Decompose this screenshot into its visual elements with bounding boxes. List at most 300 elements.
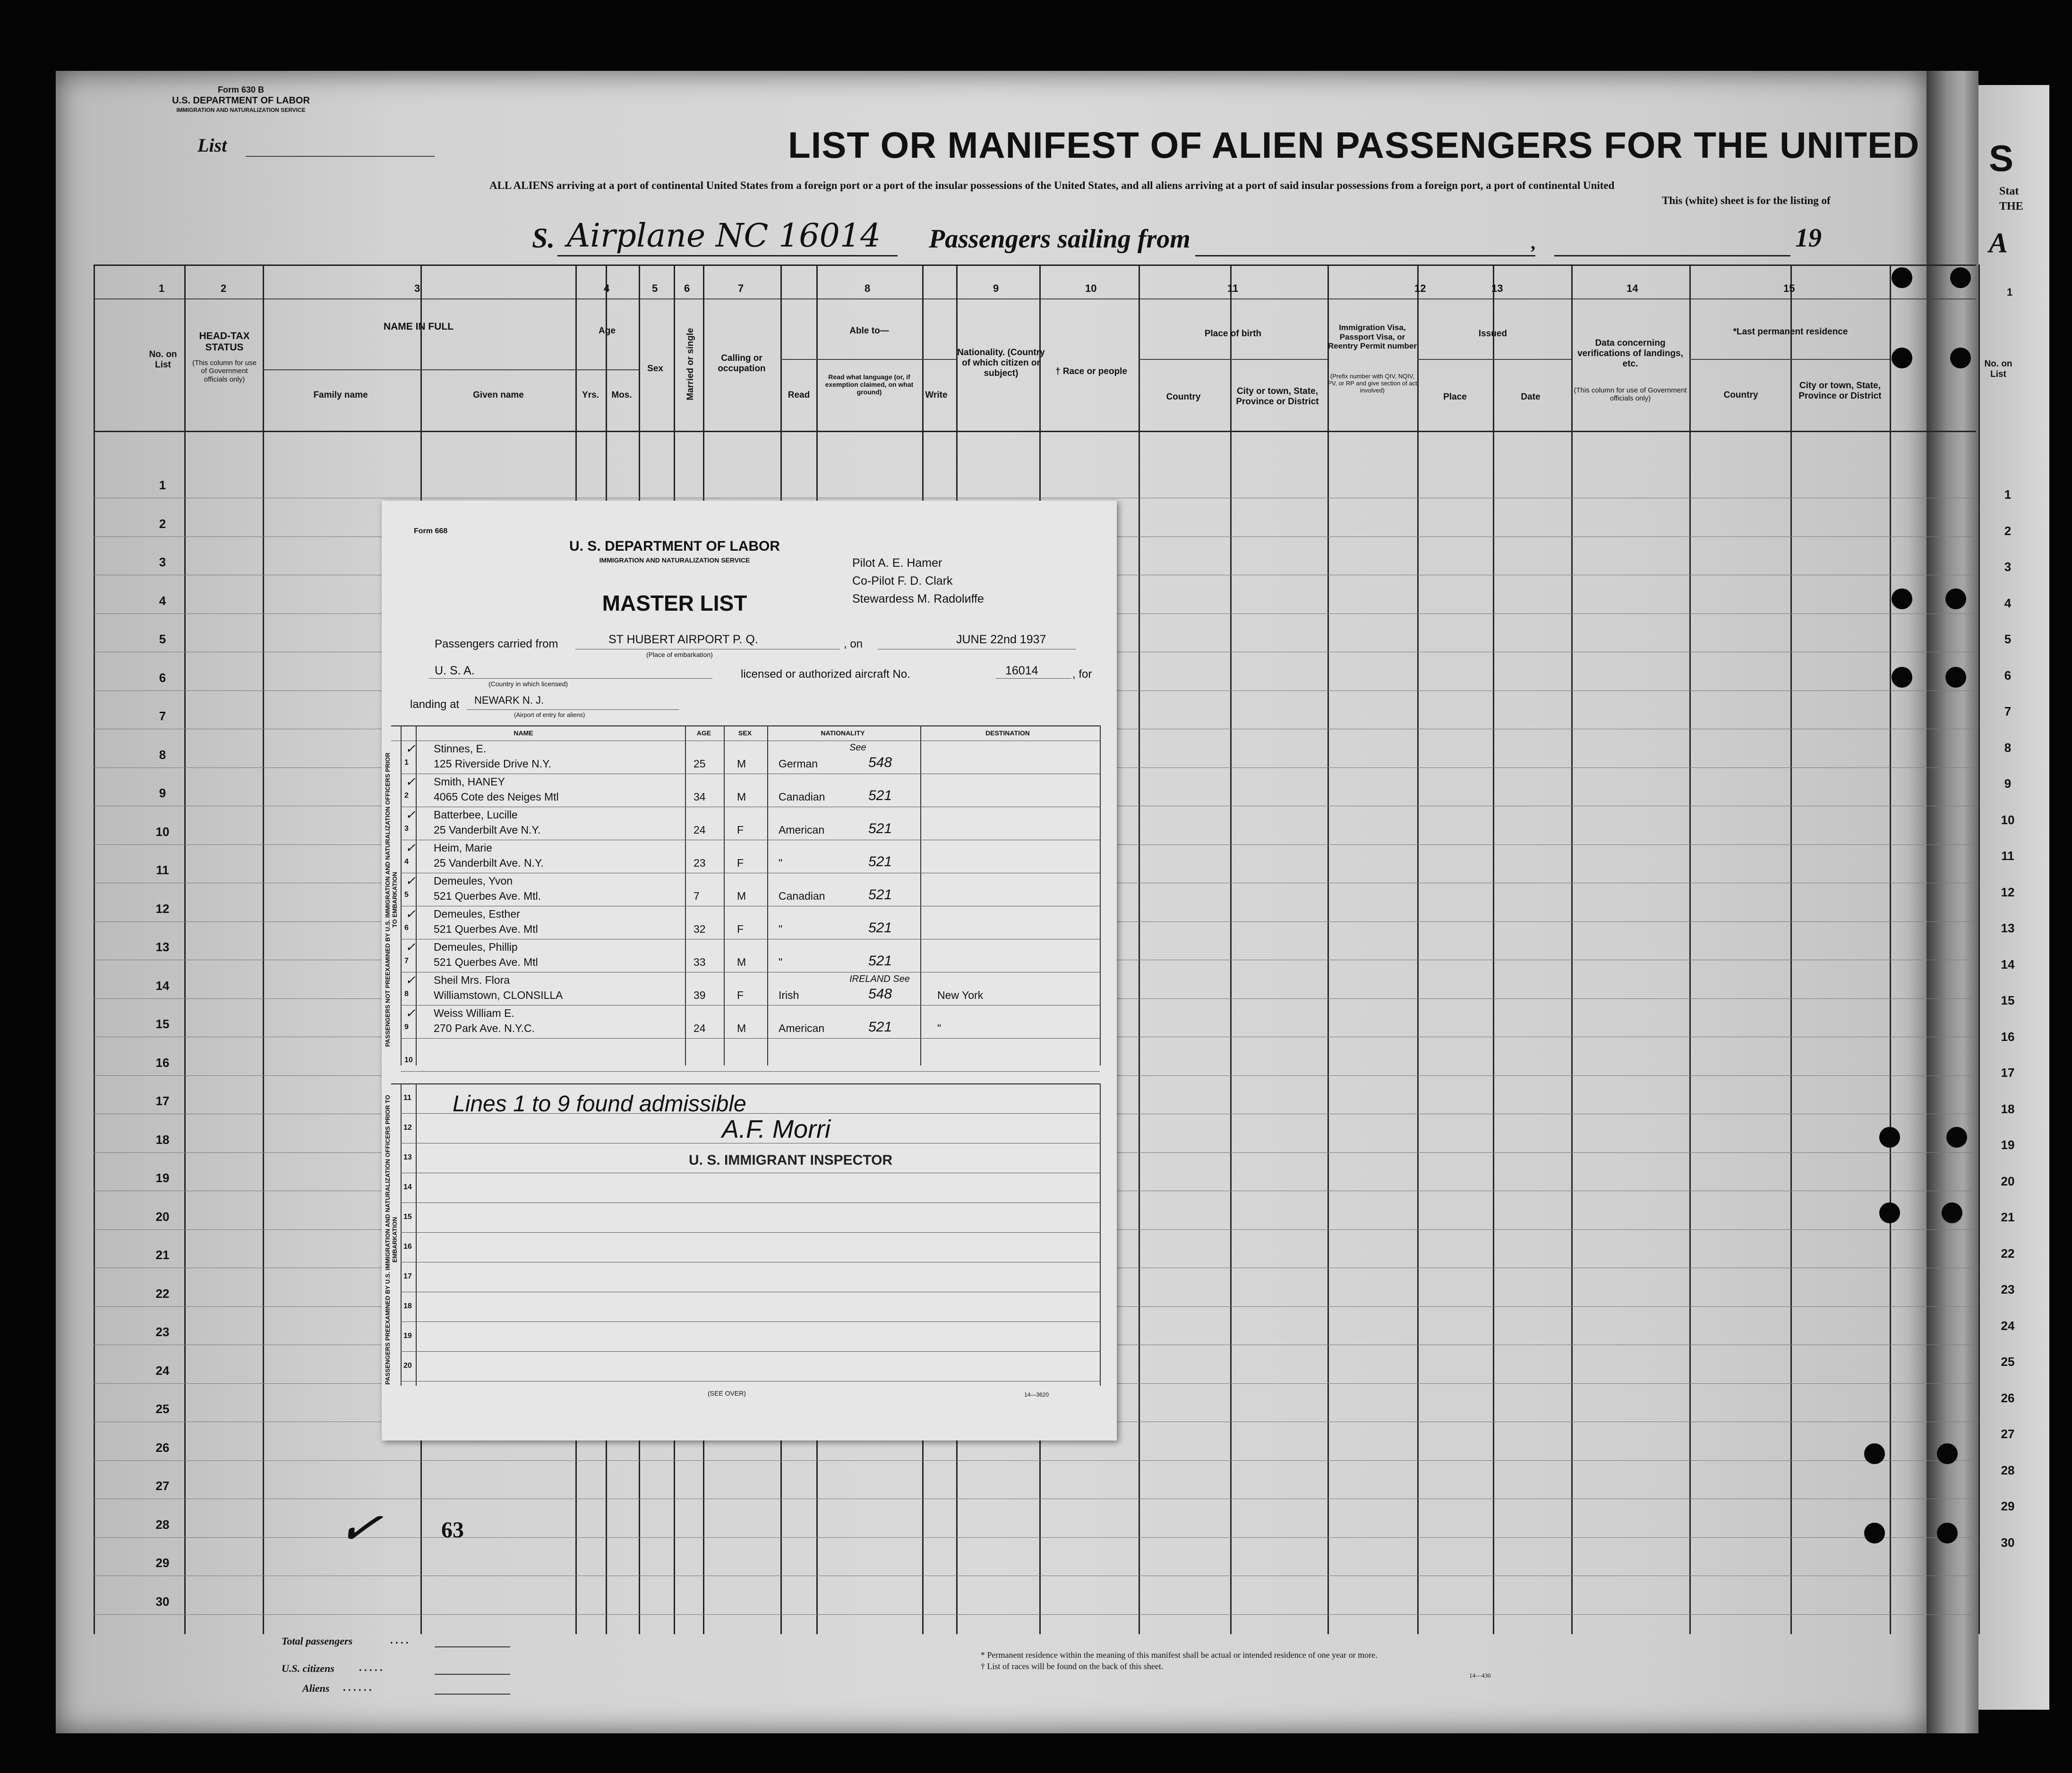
ml-on-label: , on <box>844 638 863 650</box>
ml-column-divider <box>920 725 921 1066</box>
ml-signature: A.F. Morri <box>722 1115 831 1143</box>
ml-row-number: 8 <box>404 990 409 998</box>
ml-column-divider <box>1100 725 1101 1066</box>
ml-hdr-name: NAME <box>514 729 533 737</box>
ml-passenger-name: Stinnes, E. <box>434 742 487 755</box>
ml-passenger-code: 521 <box>868 1019 892 1035</box>
hdr-place-of-birth: Place of birth <box>1204 329 1262 339</box>
ml-passenger-code: 521 <box>868 854 892 869</box>
ml-passenger-name: Demeules, Esther <box>434 908 520 920</box>
hdr-verification: Data concerning verifications of landings, etc. <box>1577 338 1683 369</box>
punch-hole <box>1942 1202 1962 1223</box>
service-label: IMMIGRATION AND NATURALIZATION SERVICE <box>176 107 306 113</box>
column-divider <box>94 264 95 1634</box>
ml-passenger-sex: M <box>737 791 746 803</box>
department-label: U.S. DEPARTMENT OF LABOR <box>172 95 310 106</box>
ml-row-number: 5 <box>404 891 409 899</box>
ml-passenger-nationality: American <box>779 824 825 836</box>
row-number: 24 <box>155 1363 170 1378</box>
row-number: 20 <box>155 1209 170 1224</box>
ml-department: U. S. DEPARTMENT OF LABOR <box>569 538 780 554</box>
ml-passenger-address: 125 Riverside Drive N.Y. <box>434 758 551 770</box>
row-number: 19 <box>155 1171 170 1185</box>
ml-hdr-destination: DESTINATION <box>985 729 1030 737</box>
total-passengers-label: Total passengers <box>282 1635 353 1647</box>
right-row-number: 25 <box>2001 1355 2015 1369</box>
punch-hole <box>1946 1127 1967 1148</box>
ml-passenger-sex: M <box>737 758 746 770</box>
ml-passenger-code: 548 <box>868 755 892 770</box>
ml-check-mark: ✓ <box>405 775 416 789</box>
punch-hole <box>1879 1202 1900 1223</box>
hdr-mos: Mos. <box>611 390 632 400</box>
ml-passenger-name: Weiss William E. <box>434 1007 514 1019</box>
right-row-number: 13 <box>2001 921 2015 935</box>
hdr-yrs: Yrs. <box>582 390 599 400</box>
right-row-number: 27 <box>2001 1427 2015 1441</box>
right-row-number: 24 <box>2001 1318 2015 1333</box>
ml-passenger-nationality: " <box>779 857 783 869</box>
ml-passenger-destination: " <box>937 1022 942 1034</box>
hdr-nationality: Nationality. (Country of which citizen or subject) <box>957 348 1045 378</box>
ml-column-divider <box>685 725 686 1066</box>
row-number: 4 <box>159 593 166 608</box>
ml-form-number: Form 668 <box>414 527 448 535</box>
right-row-number: 2 <box>2004 523 2012 538</box>
right-row-number: 29 <box>2001 1499 2015 1513</box>
ml-passenger-address: 25 Vanderbilt Ave N.Y. <box>434 824 541 836</box>
right-row-number: 15 <box>2001 993 2015 1007</box>
ml-passenger-code: 521 <box>868 953 892 969</box>
ml-lower-row-line <box>401 1202 1100 1203</box>
ml-passenger-sex: M <box>737 956 746 968</box>
column-number-14: 14 <box>1627 282 1638 294</box>
ml-passenger-age: 23 <box>694 857 706 869</box>
column-divider <box>1978 264 1980 1634</box>
ml-hdr-sex: SEX <box>738 729 752 737</box>
subheader-line <box>263 369 575 370</box>
punch-hole <box>1937 1443 1958 1464</box>
row-number: 16 <box>155 1055 170 1070</box>
right-sub2: THE <box>1999 200 2023 213</box>
ml-lower-row-number: 12 <box>403 1124 412 1132</box>
row-number: 13 <box>155 940 170 954</box>
row-number: 2 <box>159 516 166 531</box>
page-fold <box>1926 71 1978 1733</box>
list-label: List <box>197 135 227 156</box>
punch-hole <box>1892 348 1912 368</box>
column-number-8: 8 <box>865 282 871 294</box>
right-hdr-no-on-list: No. on List <box>1984 359 2012 379</box>
subheader-line <box>575 369 639 370</box>
ml-check-mark: ✓ <box>405 907 416 921</box>
header-bottom <box>94 431 1976 432</box>
subheader-line <box>1689 359 1890 360</box>
ml-check-mark: ✓ <box>405 841 416 855</box>
hdr-issued-place: Place <box>1443 392 1467 402</box>
ml-lower-row-number: 17 <box>403 1272 412 1280</box>
ml-row-number: 1 <box>404 759 409 767</box>
column-number-6: 6 <box>684 282 690 294</box>
hdr-given-name: Given name <box>473 390 524 400</box>
hdr-res-country: Country <box>1723 390 1758 400</box>
right-row-number: 20 <box>2001 1174 2015 1188</box>
ml-lower-row-number: 11 <box>403 1094 411 1102</box>
hdr-issued: Issued <box>1478 329 1507 339</box>
ml-passenger-address: 270 Park Ave. N.Y.C. <box>434 1022 535 1034</box>
ml-passenger-code: 521 <box>868 821 892 836</box>
row-number: 27 <box>155 1479 170 1493</box>
right-row-number: 12 <box>2001 885 2015 899</box>
ml-lower-row-number: 18 <box>403 1302 412 1310</box>
row-number: 29 <box>155 1556 170 1570</box>
column-number-3: 3 <box>414 282 420 294</box>
ml-column-divider <box>401 725 402 1066</box>
hdr-race: † Race or people <box>1055 367 1128 376</box>
row-number: 23 <box>155 1325 170 1339</box>
hdr-issued-date: Date <box>1521 392 1541 402</box>
row-number: 18 <box>155 1132 170 1147</box>
ml-lower-divider <box>416 1083 417 1386</box>
right-row-number: 17 <box>2001 1066 2015 1080</box>
hdr-last-residence: *Last permanent residence <box>1733 327 1848 337</box>
right-row-number: 19 <box>2001 1138 2015 1152</box>
ml-passenger-destination: New York <box>937 989 984 1001</box>
subheader-line <box>780 359 956 360</box>
row-number: 26 <box>155 1440 170 1455</box>
punch-hole <box>1945 667 1966 688</box>
column-divider <box>1417 264 1419 1634</box>
right-row-number: 10 <box>2001 812 2015 827</box>
ml-passenger-nationality: Irish <box>779 989 799 1001</box>
column-number-10: 10 <box>1085 282 1097 294</box>
ml-column-divider <box>767 725 768 1066</box>
right-row-number: 30 <box>2001 1535 2015 1550</box>
punch-hole <box>1864 1523 1885 1543</box>
subheader-line <box>1139 359 1327 360</box>
ml-row-line <box>401 1005 1100 1006</box>
ml-passenger-nationality: American <box>779 1022 825 1034</box>
ml-check-mark: ✓ <box>405 973 416 987</box>
ml-row-number: 3 <box>404 825 409 833</box>
column-divider <box>1230 264 1232 1634</box>
column-divider <box>1571 264 1573 1634</box>
list-line <box>246 156 435 157</box>
table-row <box>94 1460 1976 1461</box>
ml-row-number: 2 <box>404 792 409 800</box>
ml-passenger-name: Demeules, Phillip <box>434 941 518 953</box>
row-number: 30 <box>155 1594 170 1609</box>
ml-passenger-address: 25 Vanderbilt Ave. N.Y. <box>434 857 544 869</box>
right-title-fragment: S <box>1989 137 2014 179</box>
ml-lower-row-number: 20 <box>403 1362 412 1370</box>
right-row-number: 3 <box>2004 560 2012 574</box>
right-row-number: 14 <box>2001 957 2015 972</box>
column-number-1: 1 <box>159 282 165 294</box>
master-list-card <box>382 501 1117 1441</box>
ml-date: JUNE 22nd 1937 <box>956 633 1046 646</box>
ml-row-number: 4 <box>404 858 409 866</box>
right-row-number: 7 <box>2004 704 2012 718</box>
ml-row-line <box>401 1038 1100 1039</box>
ml-passenger-address: 521 Querbes Ave. Mtl. <box>434 890 541 902</box>
ml-side-label-top: PASSENGERS NOT PREEXAMINED BY U.S. IMMIGRATION AND NATURALIZATION OFFICERS PRIOR TO EMBARKATION <box>384 752 398 1047</box>
footnote-code: 14—430 <box>1469 1672 1491 1679</box>
row-number: 9 <box>159 786 166 800</box>
right-row-number: 1 <box>2004 487 2012 502</box>
hdr-birth-country: Country <box>1166 392 1201 402</box>
ml-country-caption: (Country in which licensed) <box>488 680 568 688</box>
row-number: 25 <box>155 1402 170 1416</box>
column-number-12: 12 <box>1414 282 1426 294</box>
hdr-verification-note: (This column for use of Government officials only) <box>1574 386 1687 403</box>
ml-lower-row-number: 19 <box>403 1332 412 1340</box>
manifest-subtitle-2: This (white) sheet is for the listing of <box>1662 195 1831 206</box>
ml-country: U. S. A. <box>435 664 475 677</box>
ml-passenger-code: 521 <box>868 920 892 936</box>
column-number-2: 2 <box>221 282 227 294</box>
vessel-line <box>557 255 898 256</box>
ml-check-mark: ✓ <box>405 874 416 888</box>
row-number: 21 <box>155 1248 170 1262</box>
row-number: 10 <box>155 824 170 839</box>
hdr-calling: Calling or occupation <box>718 353 766 374</box>
row-number: 15 <box>155 1017 170 1031</box>
sailing-from-line <box>1195 255 1535 256</box>
row-number: 6 <box>159 670 166 685</box>
ml-service: IMMIGRATION AND NATURALIZATION SERVICE <box>599 556 750 564</box>
ml-handwritten-note: Lines 1 to 9 found admissible <box>453 1091 746 1117</box>
ml-passenger-nationality: Canadian <box>779 890 825 902</box>
colnum-line <box>94 298 1976 299</box>
vessel-name-handwritten: Airplane NC 16014 <box>567 217 881 255</box>
ml-lower-row-number: 16 <box>403 1243 412 1251</box>
ml-row-number: 10 <box>404 1056 413 1064</box>
ml-lower-row-number: 14 <box>403 1183 412 1191</box>
ml-passenger-note: IRELAND See <box>849 974 910 984</box>
ml-passenger-address: 521 Querbes Ave. Mtl <box>434 923 538 935</box>
ml-lower-divider <box>401 1083 402 1386</box>
ml-title: MASTER LIST <box>602 591 747 615</box>
punch-hole <box>1950 267 1971 288</box>
ml-passenger-age: 25 <box>694 758 706 770</box>
ml-lower-row-number: 15 <box>403 1213 412 1221</box>
manifest-title: LIST OR MANIFEST OF ALIEN PASSENGERS FOR THE UNITED <box>788 124 1920 166</box>
hdr-head-tax: HEAD-TAX STATUS <box>199 331 250 353</box>
ml-passenger-age: 34 <box>694 791 706 803</box>
column-divider <box>1790 264 1792 1634</box>
right-row-number: 8 <box>2004 740 2012 755</box>
ml-passenger-name: Heim, Marie <box>434 842 492 854</box>
row-number: 7 <box>159 709 166 723</box>
column-number-11: 11 <box>1227 282 1239 294</box>
ml-side-label-bottom: PASSENGERS PREEXAMINED BY U.S. IMMIGRATION AND NATURALIZATION OFFICERS PRIOR TO EMBARKATION <box>384 1095 398 1385</box>
ml-passenger-nationality: German <box>779 758 818 770</box>
column-number-7: 7 <box>738 282 744 294</box>
punch-hole <box>1950 348 1971 368</box>
right-row-number: 26 <box>2001 1390 2015 1405</box>
ml-carried-from-caption: (Place of embarkation) <box>646 651 713 658</box>
subheader-line <box>1417 359 1571 360</box>
hdr-read-language: Read what language (or, if exemption claimed, on what ground) <box>825 373 914 396</box>
ml-landing-label: landing at <box>410 698 460 711</box>
ml-check-mark: ✓ <box>405 742 416 756</box>
column-number-4: 4 <box>604 282 610 294</box>
punch-hole <box>1879 1127 1900 1148</box>
hdr-read: Read <box>788 390 810 400</box>
column-number-9: 9 <box>993 282 999 294</box>
ml-lower-row-number: 13 <box>403 1153 412 1161</box>
ml-aircraft-label: licensed or authorized aircraft No. <box>741 668 910 681</box>
ml-passenger-name: Smith, HANEY <box>434 776 505 788</box>
hdr-visa: Immigration Visa, Passport Visa, or Reentry Permit number <box>1328 323 1417 351</box>
row-number: 1 <box>159 478 166 492</box>
ml-row-line <box>401 1071 1100 1072</box>
hdr-visa-note: (Prefix number with QIV, NQIV, PV, or RP and give section of act involved) <box>1327 373 1417 394</box>
ml-passenger-age: 32 <box>694 923 706 935</box>
hdr-age: Age <box>599 326 616 336</box>
right-row-number: 4 <box>2004 596 2012 610</box>
ml-passenger-sex: F <box>737 989 744 1001</box>
hdr-res-city: City or town, State, Province or District <box>1798 381 1882 401</box>
ml-check-mark: ✓ <box>405 808 416 822</box>
ml-passenger-nationality: " <box>779 956 783 968</box>
ml-hdr-age: AGE <box>696 729 711 737</box>
right-row-number: 6 <box>2004 668 2012 682</box>
punch-hole <box>1892 588 1912 609</box>
hdr-head-tax-note: (This column for use of Government officials only) <box>192 359 257 384</box>
right-row-number: 18 <box>2001 1101 2015 1116</box>
ml-passenger-code: 521 <box>868 788 892 803</box>
ml-landing-caption: (Airport of entry for aliens) <box>514 711 585 718</box>
column-divider <box>263 264 264 1634</box>
ml-row-number: 9 <box>404 1023 409 1031</box>
ml-for-label: , for <box>1072 668 1092 681</box>
right-row-number: 9 <box>2004 776 2012 791</box>
ml-passenger-address: Williamstown, CLONSILLA <box>434 989 563 1001</box>
row-number: 8 <box>159 747 166 762</box>
footnote-2: † List of races will be found on the back of this sheet. <box>981 1662 1164 1671</box>
aliens-label: Aliens <box>302 1682 330 1694</box>
right-row-number: 23 <box>2001 1282 2015 1296</box>
page-number: 63 <box>441 1517 464 1543</box>
ml-passenger-note: See <box>849 742 866 753</box>
ml-passenger-age: 24 <box>694 1022 706 1034</box>
vessel-prefix: S. <box>532 222 555 254</box>
punch-hole <box>1945 588 1966 609</box>
punch-hole <box>1892 267 1912 288</box>
punch-hole <box>1937 1523 1958 1543</box>
ml-lower-row-line <box>401 1321 1100 1322</box>
ml-carried-from: ST HUBERT AIRPORT P. Q. <box>608 633 758 646</box>
ml-passenger-name: Sheil Mrs. Flora <box>434 974 510 986</box>
ml-carried-from-label: Passengers carried from <box>435 638 558 650</box>
ml-passenger-sex: F <box>737 857 744 869</box>
manifest-subtitle-1: ALL ALIENS arriving at a port of continental United States from a foreign port or a port of the insular possessions of the United States, and all aliens arriving at a port of said insular possessions from a foreign port, a port of continental United <box>489 179 1615 191</box>
ml-passenger-nationality: Canadian <box>779 791 825 803</box>
column-divider <box>184 264 186 1634</box>
punch-hole <box>1864 1443 1885 1464</box>
ml-passenger-code: 521 <box>868 887 892 903</box>
hdr-birth-city: City or town, State, Province or District <box>1236 386 1319 407</box>
ml-passenger-address: 4065 Cote des Neiges Mtl <box>434 791 559 803</box>
right-row-number: 21 <box>2001 1210 2015 1224</box>
ml-passenger-age: 33 <box>694 956 706 968</box>
row-number: 3 <box>159 555 166 569</box>
column-number-5: 5 <box>652 282 658 294</box>
right-sub1: Stat <box>1999 185 2019 197</box>
right-row-number: 5 <box>2004 632 2012 646</box>
right-sub3: A <box>1989 227 2008 258</box>
right-row-number: 22 <box>2001 1246 2015 1261</box>
sailing-label: Passengers sailing from <box>929 224 1190 254</box>
hdr-family-name: Family name <box>313 390 368 400</box>
hdr-write: Write <box>925 390 948 400</box>
ml-passenger-name: Batterbee, Lucille <box>434 809 518 821</box>
ml-check-mark: ✓ <box>405 940 416 954</box>
right-row-number: 11 <box>2001 849 2014 863</box>
ml-passenger-sex: M <box>737 890 746 902</box>
ml-passenger-age: 7 <box>694 890 700 902</box>
row-number: 11 <box>156 863 169 877</box>
ml-column-divider <box>416 725 417 1066</box>
ml-see-over: (SEE OVER) <box>708 1389 746 1397</box>
ml-inspector-stamp: U. S. IMMIGRANT INSPECTOR <box>689 1152 893 1168</box>
row-number: 17 <box>155 1094 170 1108</box>
row-number: 5 <box>159 632 166 646</box>
ml-hdr-nationality: NATIONALITY <box>821 729 865 737</box>
ml-passenger-age: 24 <box>694 824 706 836</box>
ml-row-number: 6 <box>404 924 409 932</box>
right-col-num: 1 <box>2007 286 2013 298</box>
ml-row-number: 7 <box>404 957 409 965</box>
ml-check-mark: ✓ <box>405 1006 416 1020</box>
table-top <box>94 264 1976 266</box>
hdr-sex: Sex <box>647 364 663 374</box>
column-number-13: 13 <box>1491 282 1503 294</box>
ml-landing: NEWARK N. J. <box>474 694 544 706</box>
us-citizens-label: U.S. citizens <box>282 1662 334 1674</box>
ml-lower-row-line <box>401 1232 1100 1233</box>
column-number-15: 15 <box>1783 282 1795 294</box>
ml-lower-row-line <box>401 1351 1100 1352</box>
ml-passenger-address: 521 Querbes Ave. Mtl <box>434 956 538 968</box>
hdr-no-on-list: No. on List <box>149 349 177 370</box>
ml-passenger-name: Demeules, Yvon <box>434 875 513 887</box>
check-mark: ✓ <box>333 1493 387 1561</box>
date-line <box>1554 255 1790 256</box>
ml-passenger-sex: M <box>737 1022 746 1034</box>
row-number: 28 <box>155 1517 170 1532</box>
hdr-married: Married or single <box>685 328 696 401</box>
hdr-able-to: Able to— <box>849 326 889 336</box>
ml-passenger-code: 548 <box>868 986 892 1002</box>
column-divider <box>1139 264 1140 1634</box>
year-label: 19 <box>1795 223 1822 253</box>
ml-crew-stewardess: Stewardess M. Radolиffe <box>852 592 984 605</box>
footnote-1: * Permanent residence within the meaning of this manifest shall be actual or intended residence of one year or more. <box>981 1650 1378 1660</box>
ml-passenger-nationality: " <box>779 923 783 935</box>
ml-crew-pilot: Pilot A. E. Hamer <box>852 556 942 570</box>
ml-passenger-sex: F <box>737 923 744 935</box>
column-divider <box>1493 264 1494 1634</box>
ml-lower-divider <box>1100 1083 1101 1386</box>
ml-passenger-sex: F <box>737 824 744 836</box>
hdr-name-in-full: NAME IN FULL <box>383 321 454 332</box>
column-divider <box>1890 264 1891 1634</box>
table-row <box>94 1614 1976 1615</box>
ml-form-code: 14—3620 <box>1024 1391 1049 1398</box>
